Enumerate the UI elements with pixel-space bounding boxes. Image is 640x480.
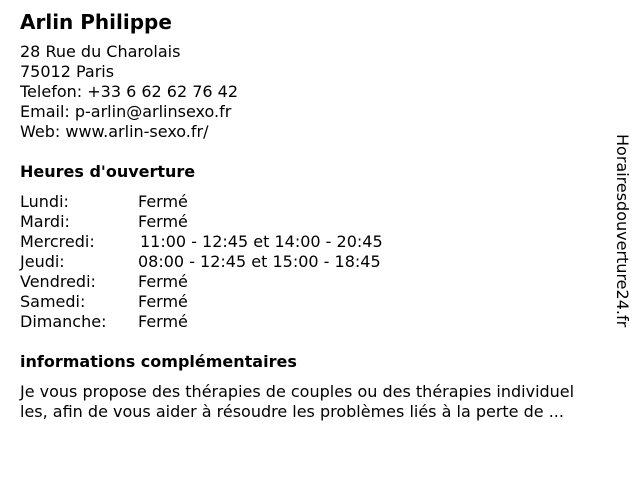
- info-text-line: les, afin de vous aider à résoudre les problèmes liés à la perte de ...: [20, 402, 564, 421]
- hours-value: 11:00 - 12:45 et 14:00 - 20:45: [140, 232, 383, 251]
- hours-day: Vendredi:: [20, 272, 96, 291]
- hours-day: Mardi:: [20, 212, 70, 231]
- business-card: [20, 10, 620, 422]
- hours-row-vendredi: [20, 272, 620, 292]
- hours-value: Fermé: [138, 312, 188, 331]
- hours-heading: Heures d'ouverture: [20, 162, 196, 181]
- hours-value: 08:00 - 12:45 et 15:00 - 18:45: [138, 252, 381, 271]
- hours-row-lundi: [20, 192, 620, 212]
- hours-value: Fermé: [138, 192, 188, 211]
- web-line[interactable]: Web: www.arlin-sexo.fr/: [20, 122, 209, 141]
- watermark-vertical: [610, 134, 634, 374]
- hours-row-jeudi: [20, 252, 620, 272]
- hours-row-mardi: [20, 212, 620, 232]
- info-text-line: Je vous propose des thérapies de couples ou des thérapies individuel: [20, 382, 575, 401]
- business-name: Arlin Philippe: [20, 10, 172, 34]
- phone-line[interactable]: Telefon: +33 6 62 62 76 42: [20, 82, 239, 101]
- hours-value: Fermé: [138, 272, 188, 291]
- hours-row-dimanche: [20, 312, 620, 332]
- address-city: 75012 Paris: [20, 62, 115, 81]
- hours-day: Mercredi:: [20, 232, 95, 251]
- info-text: [20, 382, 620, 422]
- email-line[interactable]: Email: p-arlin@arlinsexo.fr: [20, 102, 232, 121]
- hours-day: Lundi:: [20, 192, 69, 211]
- hours-row-samedi: [20, 292, 620, 312]
- watermark-text: Horairesdouverture24.fr: [613, 134, 632, 328]
- info-heading: informations complémentaires: [20, 352, 297, 371]
- hours-table: [20, 192, 620, 332]
- hours-day: Dimanche:: [20, 312, 107, 331]
- hours-day: Samedi:: [20, 292, 86, 311]
- address-street: 28 Rue du Charolais: [20, 42, 181, 61]
- hours-row-mercredi: [20, 232, 620, 252]
- contact-block: [20, 42, 620, 142]
- hours-value: Fermé: [138, 212, 188, 231]
- hours-day: Jeudi:: [20, 252, 65, 271]
- hours-value: Fermé: [138, 292, 188, 311]
